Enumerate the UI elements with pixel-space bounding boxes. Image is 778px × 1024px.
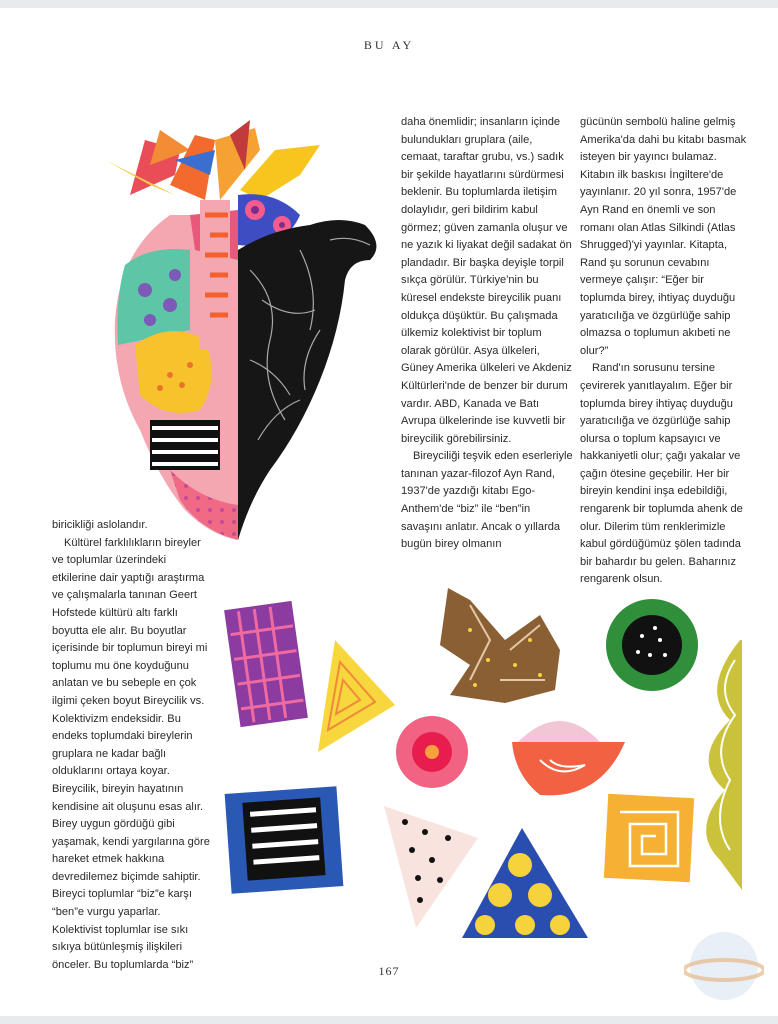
paragraph: Kültürel farklılıkların bireyler ve toplumlar üzerindeki etkilerine dair yaptığı araştırma ve çalışmalarla tanınan Geert Hofstede kültürü altı farklı boyutta ele alır. Bu boyutlar içerisinde bir toplumun bireyi mi toplumu mu öne koyduğunu anlatan ve bu sebeple en çok ilgimi çeken boyut Bireycilik vs. Kolektivizm endeksidir. Bu endeks toplumdaki bireylerin gruplara ne kadar bağlı olduklarını ortaya koyar. Bireycilik, bireyin hayatının kendisine ait oluşunu esas alır. Birey uygun gördüğü gibi yaşamak, kendi yargılarına göre hareket etmek hakkına devredilemez biçimde sahiptir. Bireyci toplumlar “biz”e karşı “ben”e vurgu yaparlar. Kolektivist toplumlar ise sıkı sıkıya bütünleşmiş ilişkileri önceler. Bu toplumlarda “biz” [52, 536, 210, 971]
text-column-3 [52, 517, 212, 974]
brown-arrow-shape [440, 588, 560, 703]
bowl-shape [512, 721, 625, 795]
text-column-2 [580, 114, 750, 589]
blue-striped-square [225, 786, 344, 894]
spiral-triangle [462, 828, 588, 938]
purple-grid-shape [224, 601, 308, 727]
globe-watermark-icon [684, 926, 764, 1006]
yellow-triangle [318, 640, 395, 752]
yellow-wave-shape [706, 640, 742, 890]
paragraph: Bireyciliği teşvik eden eserleriyle tanınan yazar-filozof Ayn Rand, 1937'de yazdığı kitabı Ego-Anthem'de “biz” ile “ben”in savaşını anlatır. Ancak o yıllarda bugün birey olmanın [401, 450, 573, 551]
pink-circle [396, 716, 468, 788]
page-number: 167 [378, 964, 400, 978]
dotted-triangle [384, 806, 478, 928]
text-column-1 [401, 114, 573, 554]
paragraph: daha önemlidir; insanların içinde bulundukları gruplara (aile, cemaat, taraftar grubu, vs.) sadık bir şekilde hayatlarını sürdürmesi beklenir. Bu toplumlarda iletişim dolaylıdır, geri bildirim kabul görmez; güven zamanla oluşur ve ne yazık ki liyakat değil sadakat ön plandadır. Bir başka deyişle torpil sıkça görülür. Türkiye'nin bu küresel endekste bireycilik puanı oldukça düşüktür. Bu çalışmada ülkemiz kolektivist bir toplum olarak görülür. Asya ülkeleri, Güney Amerika ülkeleri ve Akdeniz Kültürleri'nde de benzer bir durum vardır. ABD, Kanada ve Batı Avrupa ülkelerinde ise kuvvetli bir bireycilik görebilirsiniz. [401, 116, 572, 445]
paragraph: gücünün sembolü haline gelmiş Amerika'da dahi bu kitabı basmak isteyen bir yayıncı bulamaz. Kitabın ilk baskısı İngiltere'de yayınlanır. 20 yıl sonra, 1957'de Ayn Rand en önemli ve son romanı olan Atlas Silkindi (Atlas Shrugged)'yi yayınlar. Kitapta, Rand şu sorunun cevabını vermeye çalışır: “Eğer bir toplumda birey, ihtiyaç duyduğu yaratıcılığa ve özgürlüğe sahip olmazsa o toplumun akıbeti ne olur?” [580, 116, 747, 357]
paragraph: biricikliği aslolandır. [52, 519, 148, 531]
orange-spiral-square [604, 794, 694, 882]
paragraph: Rand'ın sorusunu tersine çevirerek yanıtlayalım. Eğer bir toplumda birey ihtiyaç duyduğu yaratıcılığa ve özgürlüğe sahip olursa o toplum kapsayıcı ve hakkaniyetli olur; çağı yakalar ve çağın ötesine geçebilir. Her bir bireyin kendini inşa edebildiği, rengarenk bir toplumda ahenk de olur. Dilerim tüm renklerimizle kabul gördüğümüz şölen tadında bir bahardır bu gelen. Baharınız rengarenk olsun. [580, 362, 743, 586]
green-black-circle [606, 599, 698, 691]
section-header: BU AY [363, 38, 415, 52]
